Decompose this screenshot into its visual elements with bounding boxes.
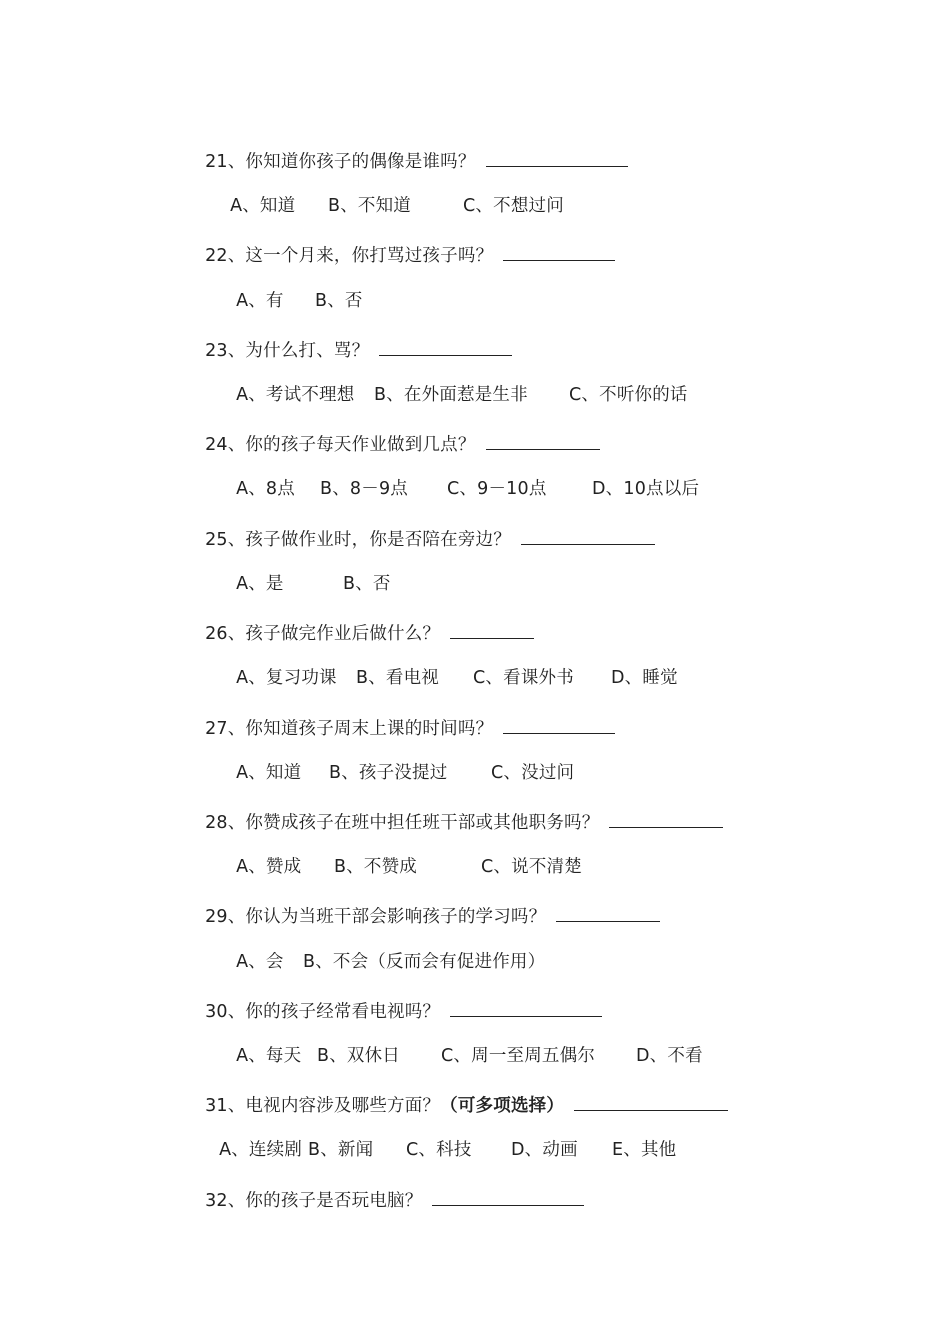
answer-blank[interactable] xyxy=(503,715,615,734)
answer-blank[interactable] xyxy=(432,1187,584,1206)
option-a[interactable]: A、有 xyxy=(236,291,284,311)
question-text: 31、电视内容涉及哪些方面？ xyxy=(205,1096,441,1116)
option-a[interactable]: A、考试不理想 xyxy=(236,385,355,405)
option-a[interactable]: A、每天 xyxy=(236,1046,302,1066)
option-b[interactable]: B、在外面惹是生非 xyxy=(374,385,528,405)
question-text: 30、你的孩子经常看电视吗？ xyxy=(205,1002,441,1022)
answer-blank[interactable] xyxy=(486,431,600,450)
answer-blank[interactable] xyxy=(379,337,512,356)
option-a[interactable]: A、赞成 xyxy=(236,857,302,877)
answer-blank[interactable] xyxy=(609,809,723,828)
option-c[interactable]: C、9－10点 xyxy=(447,479,547,499)
option-c[interactable]: C、看课外书 xyxy=(473,668,574,688)
answer-blank[interactable] xyxy=(450,998,602,1017)
option-b[interactable]: B、孩子没提过 xyxy=(329,763,448,783)
option-c[interactable]: C、不听你的话 xyxy=(569,385,688,405)
option-a[interactable]: A、知道 xyxy=(236,763,302,783)
option-b[interactable]: B、不会（反而会有促进作用） xyxy=(303,952,546,972)
answer-blank[interactable] xyxy=(450,620,534,639)
option-d[interactable]: D、睡觉 xyxy=(611,668,678,688)
option-c[interactable]: C、科技 xyxy=(406,1140,472,1160)
option-e[interactable]: E、其他 xyxy=(612,1140,677,1160)
option-c[interactable]: C、不想过问 xyxy=(463,196,564,216)
option-b[interactable]: B、看电视 xyxy=(356,668,440,688)
option-a[interactable]: A、8点 xyxy=(236,479,295,499)
option-d[interactable]: D、动画 xyxy=(511,1140,578,1160)
option-c[interactable]: C、没过问 xyxy=(491,763,575,783)
question-text: 23、为什么打、骂？ xyxy=(205,341,370,361)
question-text: 27、你知道孩子周末上课的时间吗？ xyxy=(205,719,494,739)
option-b[interactable]: B、双休日 xyxy=(317,1046,401,1066)
option-a[interactable]: A、连续剧 xyxy=(219,1140,303,1160)
question-text: 25、孩子做作业时，你是否陪在旁边？ xyxy=(205,530,511,550)
question-text: 32、你的孩子是否玩电脑？ xyxy=(205,1191,423,1211)
question-text: 24、你的孩子每天作业做到几点？ xyxy=(205,435,476,455)
question-32 xyxy=(182,1165,584,1234)
option-a[interactable]: A、复习功课 xyxy=(236,668,337,688)
answer-blank[interactable] xyxy=(486,148,628,167)
option-c[interactable]: C、说不清楚 xyxy=(481,857,582,877)
option-b[interactable]: B、否 xyxy=(315,291,363,311)
answer-blank[interactable] xyxy=(503,242,615,261)
answer-blank[interactable] xyxy=(521,526,655,545)
option-b[interactable]: B、不赞成 xyxy=(334,857,418,877)
question-text: 29、你认为当班干部会影响孩子的学习吗？ xyxy=(205,907,547,927)
option-b[interactable]: B、8－9点 xyxy=(320,479,408,499)
option-b[interactable]: B、否 xyxy=(343,574,391,594)
option-a[interactable]: A、是 xyxy=(236,574,284,594)
option-c[interactable]: C、周一至周五偶尔 xyxy=(441,1046,596,1066)
question-text: 28、你赞成孩子在班中担任班干部或其他职务吗？ xyxy=(205,813,600,833)
multi-select-note: （可多项选择） xyxy=(440,1096,565,1116)
option-b[interactable]: B、不知道 xyxy=(328,196,412,216)
option-a[interactable]: A、知道 xyxy=(230,196,296,216)
option-d[interactable]: D、10点以后 xyxy=(592,479,700,499)
answer-blank[interactable] xyxy=(574,1092,728,1111)
option-a[interactable]: A、会 xyxy=(236,952,284,972)
question-text: 26、孩子做完作业后做什么？ xyxy=(205,624,441,644)
question-text: 22、这一个月来，你打骂过孩子吗？ xyxy=(205,246,494,266)
answer-blank[interactable] xyxy=(556,903,660,922)
option-b[interactable]: B、新闻 xyxy=(308,1140,374,1160)
option-d[interactable]: D、不看 xyxy=(636,1046,703,1066)
question-text: 21、你知道你孩子的偶像是谁吗？ xyxy=(205,152,476,172)
